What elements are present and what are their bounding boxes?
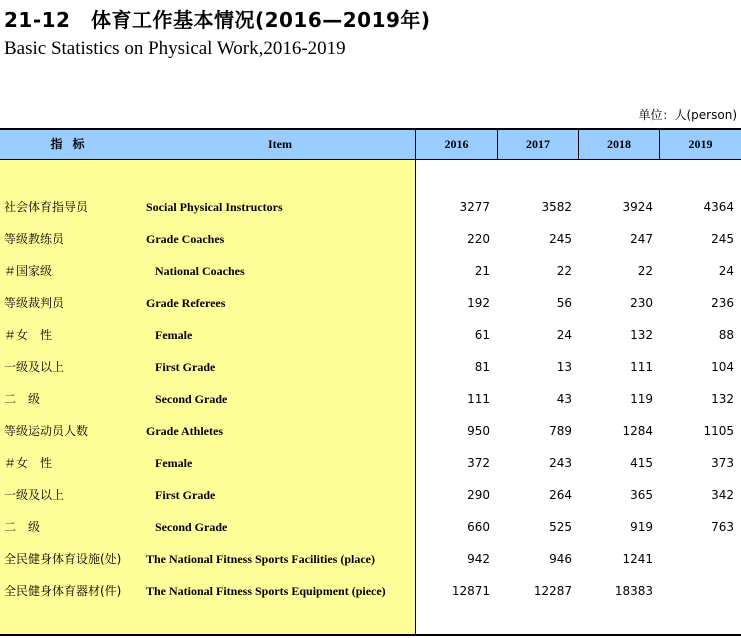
row-indicator-cn: 等级裁判员	[4, 296, 65, 310]
unit-label: 单位：人(person)	[638, 108, 737, 122]
row-value: 18383	[614, 584, 653, 598]
table-row	[0, 287, 741, 319]
row-value: 245	[711, 232, 734, 246]
row-item-en: Second Grade	[155, 520, 228, 534]
table-row	[0, 191, 741, 223]
row-indicator-cn: 社会体育指导员	[4, 200, 89, 214]
row-indicator-cn: ＃女 性	[4, 328, 53, 342]
row-value: 132	[630, 328, 653, 342]
page-title-cn: 21-12 体育工作基本情况(2016—2019年)	[4, 8, 431, 32]
header-year: 2017	[526, 137, 550, 151]
row-value: 942	[467, 552, 490, 566]
row-value: 247	[630, 232, 653, 246]
row-item-en: National Coaches	[155, 264, 245, 278]
row-value: 24	[556, 328, 572, 342]
row-value: 13	[556, 360, 572, 374]
row-value: 1284	[622, 424, 653, 438]
row-item-en: Grade Coaches	[146, 232, 225, 246]
row-item-en: Social Physical Instructors	[146, 200, 283, 214]
row-value: 946	[549, 552, 572, 566]
row-item-en: First Grade	[155, 488, 216, 502]
row-value: 192	[467, 296, 490, 310]
row-indicator-cn: 二 级	[4, 392, 41, 406]
row-indicator-cn: 全民健身体育器材(件)	[4, 584, 122, 598]
row-value: 12871	[451, 584, 490, 598]
statistics-table	[0, 128, 741, 636]
row-value: 243	[549, 456, 572, 470]
row-indicator-cn: 一级及以上	[4, 360, 65, 374]
row-value: 372	[467, 456, 490, 470]
row-value: 21	[474, 264, 490, 278]
table-row	[0, 319, 741, 351]
row-item-en: Female	[155, 456, 193, 470]
page-title-en: Basic Statistics on Physical Work,2016-2019	[4, 38, 346, 59]
row-value: 230	[630, 296, 653, 310]
row-indicator-cn: ＃国家级	[4, 264, 53, 278]
row-value: 290	[467, 488, 490, 502]
row-value: 245	[549, 232, 572, 246]
row-item-en: The National Fitness Sports Facilities (place)	[146, 552, 375, 566]
row-value: 22	[556, 264, 572, 278]
header-year: 2018	[607, 137, 631, 151]
table-row	[0, 255, 741, 287]
table-row	[0, 415, 741, 447]
row-item-en: First Grade	[155, 360, 216, 374]
row-item-en: The National Fitness Sports Equipment (piece)	[146, 584, 386, 598]
row-item-en: Second Grade	[155, 392, 228, 406]
row-value: 1105	[703, 424, 734, 438]
row-value: 111	[467, 392, 490, 406]
table-row	[0, 447, 741, 479]
row-value: 789	[549, 424, 572, 438]
row-value: 342	[711, 488, 734, 502]
row-value: 373	[711, 456, 734, 470]
row-value: 12287	[533, 584, 572, 598]
row-value: 950	[467, 424, 490, 438]
row-value: 132	[711, 392, 734, 406]
row-value: 415	[630, 456, 653, 470]
row-value: 22	[637, 264, 653, 278]
row-indicator-cn: 全民健身体育设施(处)	[4, 552, 122, 566]
header-item: Item	[268, 137, 292, 151]
row-indicator-cn: 一级及以上	[4, 488, 65, 502]
table-row	[0, 479, 741, 511]
table-header	[0, 130, 741, 160]
header-year: 2016	[444, 137, 469, 151]
row-value: 4364	[703, 200, 734, 214]
row-value: 365	[630, 488, 653, 502]
row-indicator-cn: 等级教练员	[4, 232, 65, 246]
row-value: 1241	[622, 552, 653, 566]
row-value: 525	[549, 520, 572, 534]
row-indicator-cn: 等级运动员人数	[4, 424, 89, 438]
row-value: 24	[718, 264, 734, 278]
header-year: 2019	[688, 137, 713, 151]
row-value: 220	[467, 232, 490, 246]
row-value: 88	[718, 328, 734, 342]
row-value: 43	[556, 392, 572, 406]
row-value: 236	[711, 296, 734, 310]
row-indicator-cn: 二 级	[4, 520, 41, 534]
row-value: 660	[467, 520, 490, 534]
row-value: 919	[630, 520, 653, 534]
table-row	[0, 351, 741, 383]
table-row	[0, 575, 741, 607]
row-item-en: Female	[155, 328, 193, 342]
row-value: 56	[556, 296, 572, 310]
row-value: 3277	[459, 200, 490, 214]
row-value: 119	[630, 392, 653, 406]
table-row	[0, 223, 741, 255]
header-indicator: 指标	[50, 137, 95, 151]
row-value: 3582	[541, 200, 572, 214]
row-item-en: Grade Referees	[146, 296, 226, 310]
row-value: 763	[711, 520, 734, 534]
row-indicator-cn: ＃女 性	[4, 456, 53, 470]
row-value: 111	[630, 360, 653, 374]
table-row	[0, 511, 741, 543]
row-value: 81	[474, 360, 490, 374]
row-item-en: Grade Athletes	[146, 424, 223, 438]
row-value: 61	[474, 328, 490, 342]
row-value: 264	[549, 488, 572, 502]
table-row	[0, 383, 741, 415]
table-row	[0, 543, 741, 575]
row-value: 104	[711, 360, 734, 374]
row-value: 3924	[622, 200, 653, 214]
